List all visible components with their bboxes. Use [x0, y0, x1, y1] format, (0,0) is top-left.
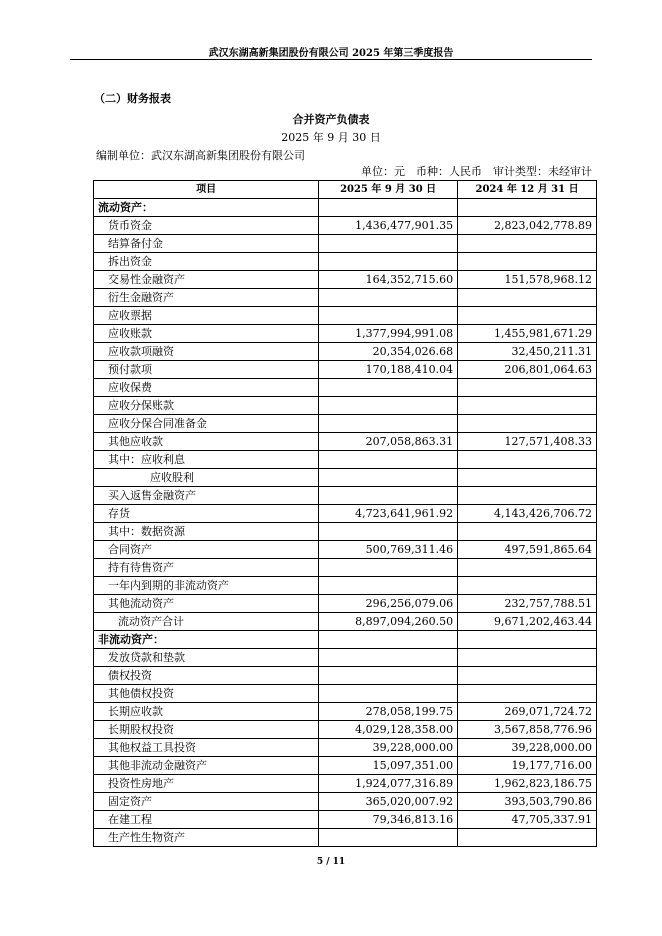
value-prior-period: 1,455,981,671.29 — [458, 325, 597, 343]
value-current-period: 79,346,813.16 — [319, 811, 458, 829]
row-label: 存货 — [94, 505, 319, 523]
row-label: 交易性金融资产 — [94, 271, 319, 289]
value-current-period: 207,058,863.31 — [319, 433, 458, 451]
row-label: 拆出资金 — [94, 253, 319, 271]
table-row — [94, 775, 597, 793]
value-prior-period — [458, 253, 597, 271]
table-row — [94, 523, 597, 541]
value-current-period — [319, 667, 458, 685]
row-label: 持有待售资产 — [94, 559, 319, 577]
value-current-period: 39,228,000.00 — [319, 739, 458, 757]
row-label: 结算备付金 — [94, 235, 319, 253]
table-row — [94, 667, 597, 685]
value-current-period: 1,377,994,991.08 — [319, 325, 458, 343]
value-current-period: 8,897,094,260.50 — [319, 613, 458, 631]
table-row — [94, 721, 597, 739]
preparer-company: 编制单位：武汉东湖高新集团股份有限公司 — [96, 149, 305, 162]
table-header-row — [94, 181, 597, 199]
row-label: 其他流动资产 — [94, 595, 319, 613]
row-label: 生产性生物资产 — [94, 829, 319, 847]
value-current-period: 164,352,715.60 — [319, 271, 458, 289]
value-prior-period: 3,567,858,776.96 — [458, 721, 597, 739]
value-prior-period: 497,591,865.64 — [458, 541, 597, 559]
column-header-prior: 2024 年 12 月 31 日 — [458, 181, 597, 199]
value-prior-period — [458, 685, 597, 703]
row-label: 流动资产： — [94, 199, 319, 217]
value-current-period — [319, 379, 458, 397]
row-label: 其他应收款 — [94, 433, 319, 451]
value-current-period — [319, 451, 458, 469]
table-row — [94, 505, 597, 523]
value-prior-period — [458, 199, 597, 217]
table-row — [94, 379, 597, 397]
page-header: 武汉东湖高新集团股份有限公司 2025 年第三季度报告 — [208, 48, 454, 59]
value-prior-period — [458, 397, 597, 415]
value-current-period — [319, 829, 458, 847]
value-prior-period: 269,071,724.72 — [458, 703, 597, 721]
row-label: 应收股利 — [94, 469, 319, 487]
table-row — [94, 217, 597, 235]
table-row — [94, 307, 597, 325]
value-current-period — [319, 397, 458, 415]
table-row — [94, 289, 597, 307]
value-prior-period: 151,578,968.12 — [458, 271, 597, 289]
table-row — [94, 253, 597, 271]
table-row — [94, 199, 597, 217]
value-current-period: 4,723,641,961.92 — [319, 505, 458, 523]
table-row — [94, 433, 597, 451]
table-row — [94, 325, 597, 343]
value-prior-period: 32,450,211.31 — [458, 343, 597, 361]
value-current-period — [319, 559, 458, 577]
row-label: 合同资产 — [94, 541, 319, 559]
table-row — [94, 343, 597, 361]
value-prior-period — [458, 415, 597, 433]
value-current-period — [319, 631, 458, 649]
table-row — [94, 595, 597, 613]
row-label: 长期股权投资 — [94, 721, 319, 739]
row-label: 其他非流动金融资产 — [94, 757, 319, 775]
balance-sheet-table — [93, 180, 597, 847]
row-label: 非流动资产： — [94, 631, 319, 649]
table-row — [94, 757, 597, 775]
value-prior-period: 2,823,042,778.89 — [458, 217, 597, 235]
table-row — [94, 541, 597, 559]
row-label: 其中：应收利息 — [94, 451, 319, 469]
value-prior-period — [458, 307, 597, 325]
section-title: （二）财务报表 — [94, 92, 171, 105]
value-current-period — [319, 199, 458, 217]
row-label: 投资性房地产 — [94, 775, 319, 793]
value-current-period: 365,020,007.92 — [319, 793, 458, 811]
table-row — [94, 793, 597, 811]
table-row — [94, 829, 597, 847]
value-prior-period: 127,571,408.33 — [458, 433, 597, 451]
value-current-period — [319, 685, 458, 703]
value-prior-period — [458, 559, 597, 577]
row-label: 应收分保合同准备金 — [94, 415, 319, 433]
table-row — [94, 739, 597, 757]
row-label: 买入返售金融资产 — [94, 487, 319, 505]
value-current-period — [319, 487, 458, 505]
value-prior-period — [458, 667, 597, 685]
row-label: 发放贷款和垫款 — [94, 649, 319, 667]
value-prior-period — [458, 631, 597, 649]
value-prior-period: 39,228,000.00 — [458, 739, 597, 757]
row-label: 应收保费 — [94, 379, 319, 397]
row-label: 其他债权投资 — [94, 685, 319, 703]
row-label: 衍生金融资产 — [94, 289, 319, 307]
value-current-period: 20,354,026.68 — [319, 343, 458, 361]
row-label: 应收票据 — [94, 307, 319, 325]
header-divider — [70, 59, 592, 60]
table-row — [94, 361, 597, 379]
value-prior-period — [458, 649, 597, 667]
table-row — [94, 235, 597, 253]
row-label: 长期应收款 — [94, 703, 319, 721]
table-row — [94, 415, 597, 433]
table-row — [94, 685, 597, 703]
row-label: 其他权益工具投资 — [94, 739, 319, 757]
value-prior-period: 4,143,426,706.72 — [458, 505, 597, 523]
value-current-period — [319, 469, 458, 487]
value-current-period — [319, 415, 458, 433]
row-label: 流动资产合计 — [94, 613, 319, 631]
value-prior-period: 393,503,790.86 — [458, 793, 597, 811]
value-prior-period: 206,801,064.63 — [458, 361, 597, 379]
column-header-item: 项目 — [94, 181, 319, 199]
value-prior-period: 47,705,337.91 — [458, 811, 597, 829]
row-label: 其中：数据资源 — [94, 523, 319, 541]
value-prior-period: 232,757,788.51 — [458, 595, 597, 613]
table-row — [94, 487, 597, 505]
row-label: 在建工程 — [94, 811, 319, 829]
value-current-period: 500,769,311.46 — [319, 541, 458, 559]
table-row — [94, 649, 597, 667]
row-label: 固定资产 — [94, 793, 319, 811]
value-prior-period — [458, 829, 597, 847]
value-prior-period — [458, 577, 597, 595]
table-row — [94, 469, 597, 487]
value-prior-period — [458, 487, 597, 505]
value-current-period — [319, 649, 458, 667]
table-row — [94, 811, 597, 829]
report-title: 合并资产负债表 — [292, 113, 370, 126]
row-label: 债权投资 — [94, 667, 319, 685]
value-current-period — [319, 289, 458, 307]
value-current-period: 278,058,199.75 — [319, 703, 458, 721]
row-label: 货币资金 — [94, 217, 319, 235]
value-current-period — [319, 307, 458, 325]
column-header-current: 2025 年 9 月 30 日 — [319, 181, 458, 199]
value-current-period: 1,924,077,316.89 — [319, 775, 458, 793]
value-prior-period: 19,177,716.00 — [458, 757, 597, 775]
value-current-period — [319, 253, 458, 271]
value-prior-period — [458, 289, 597, 307]
value-current-period — [319, 577, 458, 595]
value-current-period: 15,097,351.00 — [319, 757, 458, 775]
report-date: 2025 年 9 月 30 日 — [281, 131, 381, 144]
units-currency-audit: 单位：元 币种：人民币 审计类型：未经审计 — [361, 165, 592, 178]
value-current-period — [319, 235, 458, 253]
value-current-period: 1,436,477,901.35 — [319, 217, 458, 235]
table-row — [94, 631, 597, 649]
table-row — [94, 613, 597, 631]
row-label: 应收账款 — [94, 325, 319, 343]
value-prior-period — [458, 469, 597, 487]
row-label: 应收款项融资 — [94, 343, 319, 361]
value-current-period — [319, 523, 458, 541]
table-row — [94, 559, 597, 577]
value-current-period: 296,256,079.06 — [319, 595, 458, 613]
page-number: 5 / 11 — [316, 857, 346, 867]
row-label: 一年内到期的非流动资产 — [94, 577, 319, 595]
row-label: 应收分保账款 — [94, 397, 319, 415]
row-label: 预付款项 — [94, 361, 319, 379]
table-row — [94, 577, 597, 595]
value-prior-period — [458, 235, 597, 253]
table-row — [94, 397, 597, 415]
value-prior-period: 9,671,202,463.44 — [458, 613, 597, 631]
value-current-period: 4,029,128,358.00 — [319, 721, 458, 739]
value-prior-period — [458, 523, 597, 541]
table-row — [94, 451, 597, 469]
table-row — [94, 703, 597, 721]
value-current-period: 170,188,410.04 — [319, 361, 458, 379]
value-prior-period: 1,962,823,186.75 — [458, 775, 597, 793]
table-row — [94, 271, 597, 289]
value-prior-period — [458, 451, 597, 469]
value-prior-period — [458, 379, 597, 397]
